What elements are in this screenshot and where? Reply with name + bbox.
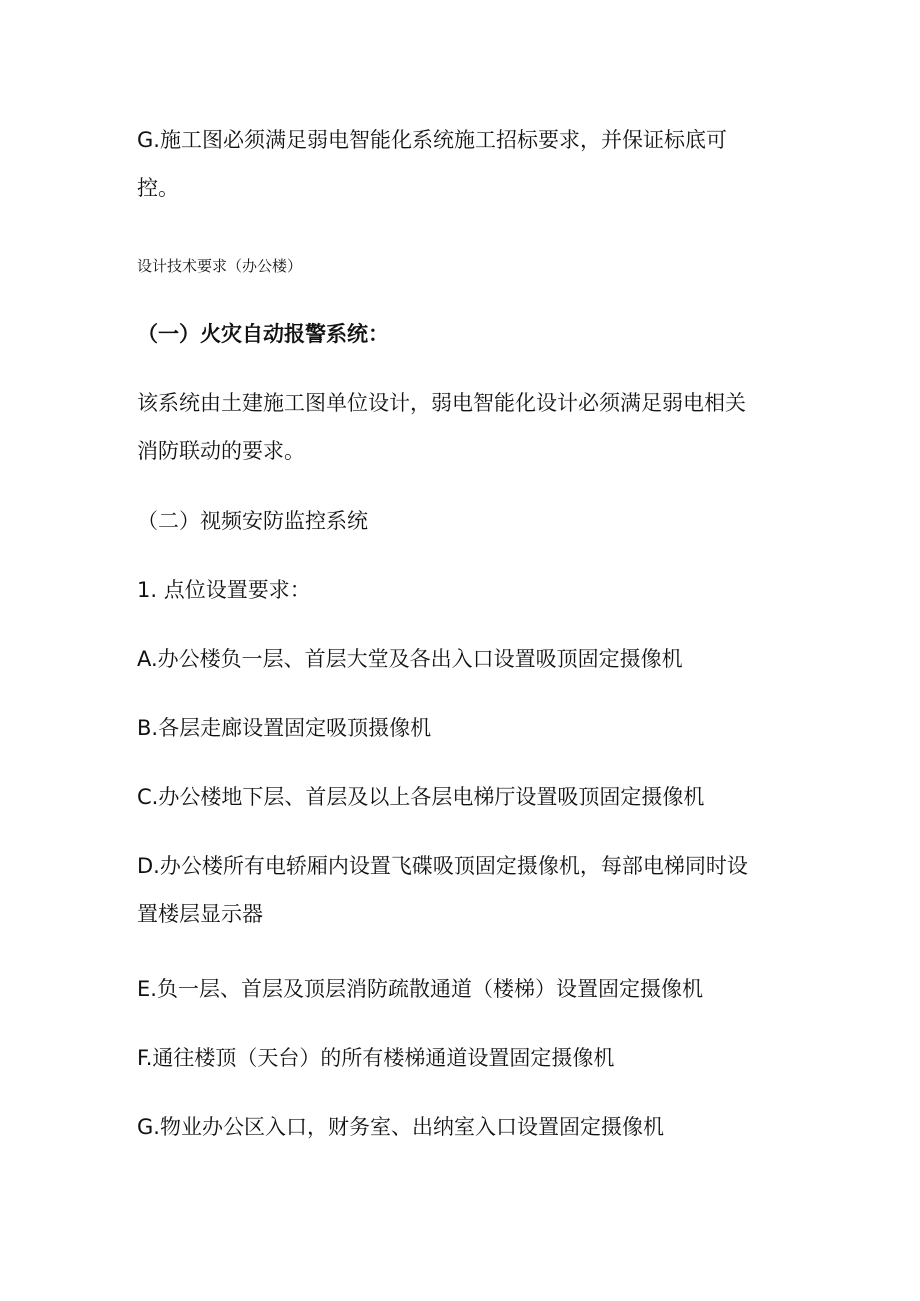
section-video-surveillance-title: （二）视频安防监控系统: [137, 509, 368, 533]
section-fire-alarm-title: （一）火灾自动报警系统：: [137, 322, 389, 346]
item-g: G.物业办公区入口，财务室、出纳室入口设置固定摄像机: [137, 1115, 664, 1139]
item-g-previous-line2: 控。: [137, 176, 179, 200]
section-fire-alarm-body-line1: 该系统由土建施工图单位设计，弱电智能化设计必须满足弱电相关: [137, 391, 746, 415]
subheading-point-requirements: 1. 点位设置要求：: [137, 578, 311, 602]
design-heading: 设计技术要求（办公楼）: [137, 257, 303, 275]
item-f: F.通往楼顶（天台）的所有楼梯通道设置固定摄像机: [137, 1046, 615, 1070]
item-e: E.负一层、首层及顶层消防疏散通道（楼梯）设置固定摄像机: [137, 977, 703, 1001]
item-c: C.办公楼地下层、首层及以上各层电梯厅设置吸顶固定摄像机: [137, 785, 705, 809]
section-fire-alarm-body-line2: 消防联动的要求。: [137, 439, 305, 463]
item-a: A.办公楼负一层、首层大堂及各出入口设置吸顶固定摄像机: [137, 647, 683, 671]
item-b: B.各层走廊设置固定吸顶摄像机: [137, 716, 432, 740]
item-d-line2: 置楼层显示器: [137, 902, 263, 926]
item-g-previous-line1: G.施工图必须满足弱电智能化系统施工招标要求，并保证标底可: [137, 128, 727, 152]
item-d-line1: D.办公楼所有电轿厢内设置飞碟吸顶固定摄像机，每部电梯同时设: [137, 854, 748, 878]
